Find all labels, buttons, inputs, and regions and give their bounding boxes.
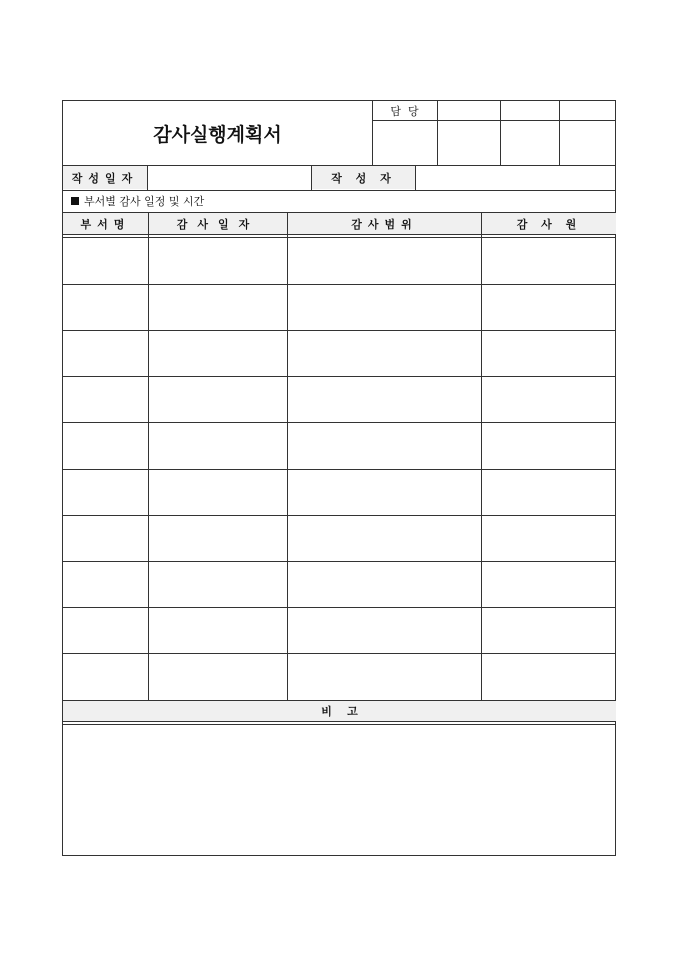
dept-cell[interactable] — [63, 238, 148, 284]
table-row — [63, 515, 616, 561]
dept-cell[interactable] — [63, 284, 148, 330]
divider — [63, 234, 616, 235]
divider — [63, 607, 616, 608]
scope-cell[interactable] — [288, 238, 481, 284]
dept-cell[interactable] — [63, 330, 148, 376]
signature-cell[interactable] — [559, 120, 616, 165]
dept-cell[interactable] — [63, 515, 148, 561]
divider — [63, 330, 616, 331]
table-row — [63, 469, 616, 515]
author-date-label: 작성일자 — [63, 166, 147, 189]
dept-cell[interactable] — [63, 561, 148, 607]
auditor-cell[interactable] — [482, 377, 616, 423]
table-row — [63, 330, 616, 376]
auditor-cell[interactable] — [482, 284, 616, 330]
signature-cell[interactable] — [372, 120, 437, 165]
col-header-scope: 감사범위 — [351, 217, 418, 231]
audit-plan-form — [62, 100, 616, 856]
document-title: 감사실행계획서 — [153, 123, 282, 146]
approval-cell[interactable] — [559, 101, 616, 120]
approval-cell[interactable] — [500, 101, 559, 120]
auditor-cell[interactable] — [482, 469, 616, 515]
col-header-date: 감사일자 — [176, 217, 260, 231]
signature-cell[interactable] — [500, 120, 559, 165]
table-row — [63, 423, 616, 469]
scope-cell[interactable] — [288, 330, 481, 376]
divider — [63, 721, 616, 722]
square-bullet-icon — [71, 197, 79, 205]
section-note-text: 부서별 감사 일정 및 시간 — [84, 195, 205, 208]
date-cell[interactable] — [149, 284, 287, 330]
date-cell[interactable] — [149, 330, 287, 376]
date-cell[interactable] — [149, 423, 287, 469]
author-field[interactable] — [416, 166, 616, 189]
col-header-dept: 부서명 — [80, 217, 131, 231]
table-row — [63, 654, 616, 700]
author-date-field[interactable] — [148, 166, 311, 189]
remarks-field[interactable] — [63, 725, 616, 855]
date-cell[interactable] — [149, 469, 287, 515]
table-row — [63, 284, 616, 330]
table-row — [63, 238, 616, 284]
divider — [63, 515, 616, 516]
col-header-auditor: 감 사 원 — [516, 217, 582, 231]
scope-cell[interactable] — [288, 469, 481, 515]
auditor-cell[interactable] — [482, 515, 616, 561]
divider — [63, 469, 616, 470]
divider — [63, 422, 616, 423]
scope-cell[interactable] — [288, 608, 481, 654]
dept-cell[interactable] — [63, 377, 148, 423]
dept-cell[interactable] — [63, 654, 148, 700]
auditor-cell[interactable] — [482, 330, 616, 376]
divider — [481, 212, 482, 700]
scope-cell[interactable] — [288, 284, 481, 330]
auditor-cell[interactable] — [482, 654, 616, 700]
approval-cell[interactable] — [437, 101, 500, 120]
date-cell[interactable] — [149, 377, 287, 423]
divider — [63, 653, 616, 654]
divider — [63, 376, 616, 377]
date-cell[interactable] — [149, 608, 287, 654]
scope-cell[interactable] — [288, 377, 481, 423]
approval-label: 담 당 — [390, 104, 419, 118]
divider — [63, 561, 616, 562]
scope-cell[interactable] — [288, 515, 481, 561]
date-cell[interactable] — [149, 654, 287, 700]
divider — [148, 212, 149, 700]
scope-cell[interactable] — [288, 423, 481, 469]
date-cell[interactable] — [149, 238, 287, 284]
date-cell[interactable] — [149, 561, 287, 607]
remarks-label: 비 고 — [63, 701, 616, 721]
dept-cell[interactable] — [63, 608, 148, 654]
divider — [287, 212, 288, 700]
auditor-cell[interactable] — [482, 608, 616, 654]
auditor-cell[interactable] — [482, 561, 616, 607]
divider — [63, 284, 616, 285]
date-cell[interactable] — [149, 515, 287, 561]
table-row — [63, 377, 616, 423]
dept-cell[interactable] — [63, 469, 148, 515]
dept-cell[interactable] — [63, 423, 148, 469]
table-row — [63, 561, 616, 607]
signature-cell[interactable] — [437, 120, 500, 165]
section-note — [63, 191, 616, 211]
scope-cell[interactable] — [288, 654, 481, 700]
scope-cell[interactable] — [288, 561, 481, 607]
table-row — [63, 608, 616, 654]
auditor-cell[interactable] — [482, 238, 616, 284]
auditor-cell[interactable] — [482, 423, 616, 469]
author-label: 작 성 자 — [312, 166, 415, 189]
